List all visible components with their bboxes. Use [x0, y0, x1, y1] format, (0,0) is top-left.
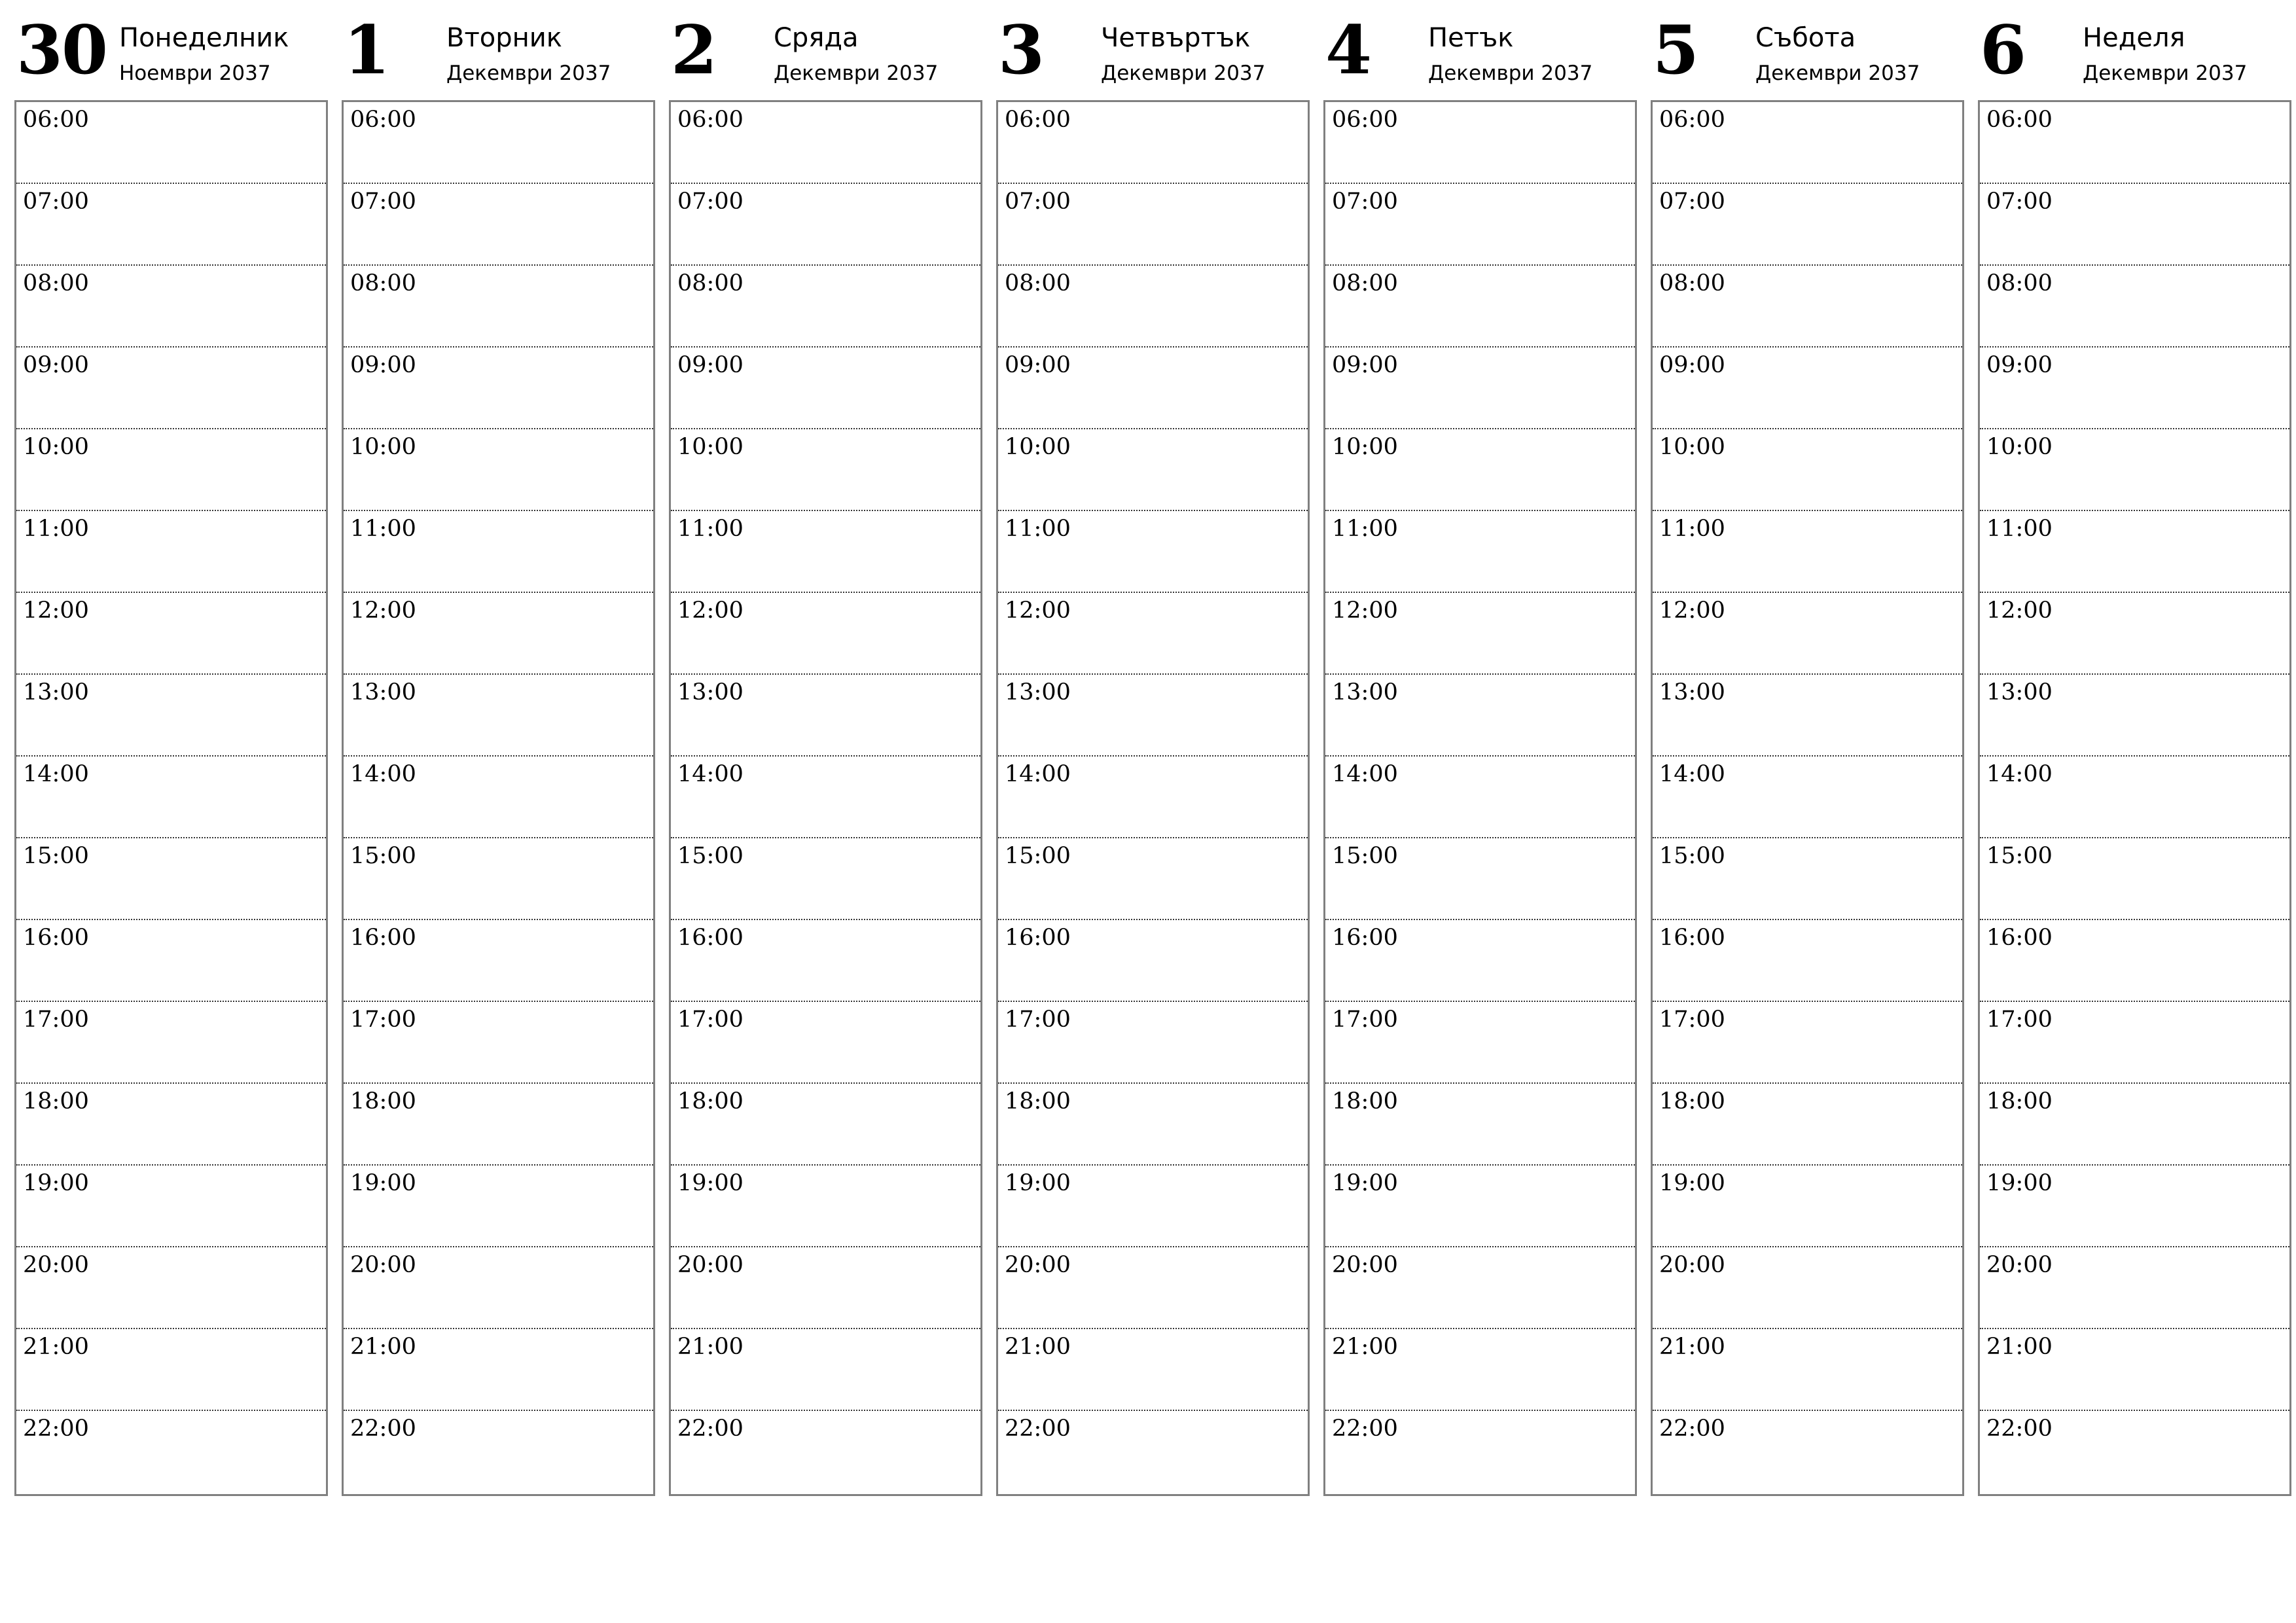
hour-label: 12:00	[1659, 597, 1725, 624]
hour-slot[interactable]	[998, 1329, 1308, 1411]
hour-label: 06:00	[1986, 107, 2053, 133]
hour-slots-box	[342, 100, 655, 1496]
hour-label: 16:00	[677, 925, 744, 951]
day-column	[996, 13, 1310, 1499]
hour-slot[interactable]	[344, 1329, 653, 1411]
weekday-name: Събота	[1755, 23, 1856, 53]
hour-slot[interactable]	[998, 266, 1308, 348]
hour-slot[interactable]	[16, 675, 326, 757]
hour-label: 15:00	[1332, 843, 1398, 869]
hour-slots-box	[14, 100, 328, 1496]
hour-slot[interactable]	[671, 429, 980, 511]
hour-slot[interactable]	[671, 348, 980, 429]
hour-label: 16:00	[350, 925, 416, 951]
hour-slots-box	[1323, 100, 1637, 1496]
hour-label: 07:00	[350, 188, 416, 215]
hour-label: 17:00	[677, 1007, 744, 1033]
hour-slot[interactable]	[1980, 348, 2289, 429]
hour-label: 22:00	[350, 1416, 416, 1442]
hour-slot[interactable]	[1325, 593, 1635, 675]
month-year-label: Декември 2037	[1101, 62, 1266, 85]
hour-slot[interactable]	[16, 348, 326, 429]
hour-label: 07:00	[677, 188, 744, 215]
hour-label: 19:00	[1986, 1170, 2053, 1196]
hour-slot[interactable]	[1325, 266, 1635, 348]
hour-label: 19:00	[350, 1170, 416, 1196]
month-year-label: Декември 2037	[1428, 62, 1593, 85]
hour-label: 15:00	[1005, 843, 1071, 869]
hour-label: 15:00	[350, 843, 416, 869]
hour-slot[interactable]	[998, 1247, 1308, 1329]
day-column	[1323, 13, 1637, 1499]
hour-label: 07:00	[1332, 188, 1398, 215]
day-header	[996, 13, 1310, 100]
hour-label: 11:00	[350, 516, 416, 542]
hour-label: 16:00	[1005, 925, 1071, 951]
hour-label: 08:00	[1005, 270, 1071, 296]
hour-label: 10:00	[1986, 434, 2053, 460]
hour-label: 21:00	[1332, 1334, 1398, 1360]
hour-label: 22:00	[677, 1416, 744, 1442]
hour-slot[interactable]	[16, 1084, 326, 1166]
hour-label: 20:00	[1986, 1252, 2053, 1278]
hour-label: 19:00	[1332, 1170, 1398, 1196]
hour-slot[interactable]	[998, 1084, 1308, 1166]
hour-slot[interactable]	[344, 1084, 653, 1166]
hour-slot[interactable]	[1325, 1247, 1635, 1329]
hour-label: 07:00	[1659, 188, 1725, 215]
hour-slot[interactable]	[16, 920, 326, 1002]
hour-label: 09:00	[1005, 352, 1071, 378]
hour-slot[interactable]	[344, 1247, 653, 1329]
day-number: 2	[671, 11, 716, 90]
hour-label: 14:00	[1986, 761, 2053, 787]
hour-slot[interactable]	[1325, 429, 1635, 511]
day-column	[342, 13, 655, 1499]
day-number: 4	[1325, 11, 1371, 90]
hour-slot[interactable]	[1653, 838, 1962, 920]
hour-slot[interactable]	[16, 757, 326, 838]
hour-slot[interactable]	[671, 920, 980, 1002]
hour-label: 18:00	[23, 1088, 89, 1115]
hour-slot[interactable]	[998, 511, 1308, 593]
hour-label: 14:00	[350, 761, 416, 787]
day-header	[1323, 13, 1637, 100]
hour-slot[interactable]	[1980, 1247, 2289, 1329]
hour-slot[interactable]	[671, 184, 980, 266]
hour-label: 08:00	[677, 270, 744, 296]
weekday-name: Четвъртък	[1101, 23, 1251, 53]
hour-slot[interactable]	[998, 1002, 1308, 1084]
month-year-label: Декември 2037	[446, 62, 611, 85]
hour-label: 09:00	[677, 352, 744, 378]
day-header	[669, 13, 982, 100]
hour-slot[interactable]	[1653, 102, 1962, 184]
hour-slot[interactable]	[1325, 1084, 1635, 1166]
hour-label: 08:00	[350, 270, 416, 296]
hour-label: 06:00	[1005, 107, 1071, 133]
hour-slot[interactable]	[344, 1166, 653, 1247]
hour-label: 17:00	[1659, 1007, 1725, 1033]
month-year-label: Декември 2037	[774, 62, 939, 85]
day-column	[669, 13, 982, 1499]
weekday-name: Петък	[1428, 23, 1514, 53]
day-header	[1978, 13, 2291, 100]
hour-slot[interactable]	[16, 511, 326, 593]
hour-slot[interactable]	[344, 429, 653, 511]
hour-slot[interactable]	[344, 1411, 653, 1494]
hour-slot[interactable]	[1325, 1329, 1635, 1411]
hour-slot[interactable]	[1653, 757, 1962, 838]
hour-label: 06:00	[350, 107, 416, 133]
hour-slot[interactable]	[344, 102, 653, 184]
hour-slot[interactable]	[16, 266, 326, 348]
hour-slot[interactable]	[671, 1084, 980, 1166]
hour-label: 22:00	[1332, 1416, 1398, 1442]
hour-slot[interactable]	[1980, 429, 2289, 511]
hour-label: 10:00	[1332, 434, 1398, 460]
hour-slot[interactable]	[1980, 1329, 2289, 1411]
hour-label: 18:00	[677, 1088, 744, 1115]
hour-label: 09:00	[350, 352, 416, 378]
hour-slot[interactable]	[344, 511, 653, 593]
day-header	[14, 13, 328, 100]
hour-label: 14:00	[23, 761, 89, 787]
hour-label: 21:00	[1659, 1334, 1725, 1360]
hour-label: 18:00	[1332, 1088, 1398, 1115]
weekday-name: Понеделник	[119, 23, 289, 53]
hour-slot[interactable]	[998, 675, 1308, 757]
hour-label: 13:00	[23, 679, 89, 705]
hour-slot[interactable]	[998, 593, 1308, 675]
hour-slot[interactable]	[1980, 511, 2289, 593]
hour-label: 18:00	[1005, 1088, 1071, 1115]
hour-label: 19:00	[1005, 1170, 1071, 1196]
hour-label: 22:00	[1005, 1416, 1071, 1442]
hour-slots-box	[996, 100, 1310, 1496]
hour-label: 17:00	[350, 1007, 416, 1033]
hour-slot[interactable]	[344, 920, 653, 1002]
hour-slot[interactable]	[671, 1166, 980, 1247]
hour-slot[interactable]	[1653, 266, 1962, 348]
hour-slot[interactable]	[344, 1002, 653, 1084]
hour-label: 21:00	[677, 1334, 744, 1360]
hour-slot[interactable]	[1325, 757, 1635, 838]
hour-label: 08:00	[1659, 270, 1725, 296]
hour-slot[interactable]	[16, 1247, 326, 1329]
hour-slot[interactable]	[998, 1166, 1308, 1247]
hour-label: 16:00	[1332, 925, 1398, 951]
hour-slot[interactable]	[1653, 1247, 1962, 1329]
hour-label: 19:00	[677, 1170, 744, 1196]
hour-label: 12:00	[1332, 597, 1398, 624]
hour-slot[interactable]	[1325, 511, 1635, 593]
hour-slot[interactable]	[1980, 1084, 2289, 1166]
hour-slot[interactable]	[1653, 1329, 1962, 1411]
hour-label: 12:00	[677, 597, 744, 624]
hour-label: 15:00	[677, 843, 744, 869]
hour-label: 11:00	[1986, 516, 2053, 542]
hour-slot[interactable]	[1980, 1166, 2289, 1247]
hour-label: 13:00	[1005, 679, 1071, 705]
month-year-label: Ноември 2037	[119, 62, 271, 85]
hour-slot[interactable]	[1325, 1166, 1635, 1247]
hour-slot[interactable]	[1653, 1166, 1962, 1247]
hour-slots-box	[1651, 100, 1964, 1496]
hour-label: 11:00	[1332, 516, 1398, 542]
hour-label: 17:00	[1332, 1007, 1398, 1033]
hour-slot[interactable]	[671, 757, 980, 838]
hour-label: 20:00	[350, 1252, 416, 1278]
hour-slot[interactable]	[998, 757, 1308, 838]
weekday-name: Сряда	[774, 23, 859, 53]
hour-label: 22:00	[23, 1416, 89, 1442]
hour-label: 12:00	[1005, 597, 1071, 624]
hour-slot[interactable]	[16, 1411, 326, 1494]
hour-slot[interactable]	[998, 348, 1308, 429]
day-header	[342, 13, 655, 100]
hour-slot[interactable]	[1980, 920, 2289, 1002]
hour-slot[interactable]	[671, 1247, 980, 1329]
day-number: 1	[344, 11, 389, 90]
hour-label: 17:00	[1986, 1007, 2053, 1033]
hour-slot[interactable]	[998, 184, 1308, 266]
hour-slot[interactable]	[1653, 1411, 1962, 1494]
hour-slot[interactable]	[1325, 1002, 1635, 1084]
hour-label: 11:00	[1005, 516, 1071, 542]
hour-label: 14:00	[1332, 761, 1398, 787]
hour-slot[interactable]	[671, 1002, 980, 1084]
hour-label: 09:00	[1332, 352, 1398, 378]
hour-label: 13:00	[1332, 679, 1398, 705]
hour-label: 06:00	[1659, 107, 1725, 133]
month-year-label: Декември 2037	[2083, 62, 2248, 85]
hour-slot[interactable]	[1653, 593, 1962, 675]
hour-label: 10:00	[1005, 434, 1071, 460]
hour-label: 17:00	[1005, 1007, 1071, 1033]
hour-slot[interactable]	[1653, 511, 1962, 593]
hour-slot[interactable]	[998, 920, 1308, 1002]
day-number: 30	[16, 11, 107, 90]
hour-label: 10:00	[23, 434, 89, 460]
hour-slot[interactable]	[16, 593, 326, 675]
hour-label: 09:00	[1986, 352, 2053, 378]
hour-slot[interactable]	[1653, 920, 1962, 1002]
hour-slot[interactable]	[998, 429, 1308, 511]
weekly-planner	[14, 13, 2283, 1499]
hour-label: 16:00	[23, 925, 89, 951]
hour-slot[interactable]	[1980, 1411, 2289, 1494]
hour-label: 12:00	[23, 597, 89, 624]
hour-slot[interactable]	[344, 593, 653, 675]
hour-slot[interactable]	[1325, 838, 1635, 920]
hour-slot[interactable]	[1653, 429, 1962, 511]
hour-slot[interactable]	[998, 838, 1308, 920]
hour-label: 17:00	[23, 1007, 89, 1033]
hour-label: 08:00	[1986, 270, 2053, 296]
hour-slot[interactable]	[1325, 920, 1635, 1002]
hour-slot[interactable]	[16, 102, 326, 184]
hour-label: 07:00	[23, 188, 89, 215]
hour-label: 21:00	[23, 1334, 89, 1360]
hour-label: 06:00	[677, 107, 744, 133]
hour-label: 13:00	[1986, 679, 2053, 705]
hour-slot[interactable]	[16, 838, 326, 920]
hour-slot[interactable]	[1325, 675, 1635, 757]
hour-slot[interactable]	[1980, 184, 2289, 266]
hour-slot[interactable]	[671, 266, 980, 348]
hour-label: 13:00	[350, 679, 416, 705]
hour-label: 14:00	[1005, 761, 1071, 787]
hour-label: 19:00	[1659, 1170, 1725, 1196]
hour-slot[interactable]	[1653, 675, 1962, 757]
day-column	[14, 13, 328, 1499]
hour-slot[interactable]	[16, 184, 326, 266]
hour-slot[interactable]	[671, 838, 980, 920]
hour-slot[interactable]	[1980, 838, 2289, 920]
weekday-name: Неделя	[2083, 23, 2185, 53]
hour-slot[interactable]	[344, 675, 653, 757]
hour-label: 18:00	[1659, 1088, 1725, 1115]
hour-slot[interactable]	[16, 429, 326, 511]
hour-label: 20:00	[1332, 1252, 1398, 1278]
hour-slot[interactable]	[344, 348, 653, 429]
hour-label: 15:00	[23, 843, 89, 869]
hour-slots-box	[669, 100, 982, 1496]
hour-slot[interactable]	[1980, 757, 2289, 838]
hour-slot[interactable]	[1980, 266, 2289, 348]
hour-label: 19:00	[23, 1170, 89, 1196]
hour-slot[interactable]	[16, 1329, 326, 1411]
day-column	[1978, 13, 2291, 1499]
hour-label: 22:00	[1659, 1416, 1725, 1442]
hour-slot[interactable]	[1653, 1002, 1962, 1084]
hour-slot[interactable]	[344, 838, 653, 920]
hour-label: 06:00	[1332, 107, 1398, 133]
hour-label: 21:00	[350, 1334, 416, 1360]
hour-slot[interactable]	[1653, 348, 1962, 429]
hour-label: 06:00	[23, 107, 89, 133]
hour-slot[interactable]	[1980, 675, 2289, 757]
hour-slot[interactable]	[671, 1411, 980, 1494]
hour-label: 20:00	[1659, 1252, 1725, 1278]
hour-label: 07:00	[1005, 188, 1071, 215]
hour-slot[interactable]	[16, 1166, 326, 1247]
hour-slot[interactable]	[344, 266, 653, 348]
hour-label: 07:00	[1986, 188, 2053, 215]
hour-label: 20:00	[1005, 1252, 1071, 1278]
hour-slot[interactable]	[1325, 348, 1635, 429]
month-year-label: Декември 2037	[1755, 62, 1920, 85]
hour-label: 11:00	[677, 516, 744, 542]
day-number: 6	[1980, 11, 2025, 90]
hour-label: 21:00	[1005, 1334, 1071, 1360]
hour-label: 15:00	[1986, 843, 2053, 869]
hour-label: 15:00	[1659, 843, 1725, 869]
hour-label: 08:00	[1332, 270, 1398, 296]
hour-slot[interactable]	[1325, 184, 1635, 266]
hour-label: 10:00	[677, 434, 744, 460]
hour-slots-box	[1978, 100, 2291, 1496]
hour-slot[interactable]	[1980, 1002, 2289, 1084]
hour-label: 10:00	[350, 434, 416, 460]
hour-label: 14:00	[677, 761, 744, 787]
hour-slot[interactable]	[671, 1329, 980, 1411]
hour-slot[interactable]	[671, 675, 980, 757]
hour-label: 22:00	[1986, 1416, 2053, 1442]
hour-label: 21:00	[1986, 1334, 2053, 1360]
hour-slot[interactable]	[1980, 593, 2289, 675]
hour-label: 11:00	[23, 516, 89, 542]
weekday-name: Вторник	[446, 23, 562, 53]
hour-label: 20:00	[677, 1252, 744, 1278]
hour-label: 18:00	[350, 1088, 416, 1115]
hour-slot[interactable]	[671, 593, 980, 675]
hour-slot[interactable]	[1653, 184, 1962, 266]
day-number: 3	[998, 11, 1043, 90]
hour-label: 09:00	[1659, 352, 1725, 378]
hour-label: 09:00	[23, 352, 89, 378]
hour-slot[interactable]	[344, 757, 653, 838]
hour-label: 16:00	[1986, 925, 2053, 951]
hour-label: 10:00	[1659, 434, 1725, 460]
hour-label: 11:00	[1659, 516, 1725, 542]
hour-slot[interactable]	[671, 511, 980, 593]
day-number: 5	[1653, 11, 1698, 90]
hour-slot[interactable]	[1980, 102, 2289, 184]
day-header	[1651, 13, 1964, 100]
hour-label: 12:00	[1986, 597, 2053, 624]
hour-label: 14:00	[1659, 761, 1725, 787]
hour-label: 20:00	[23, 1252, 89, 1278]
hour-label: 13:00	[1659, 679, 1725, 705]
hour-label: 16:00	[1659, 925, 1725, 951]
hour-slot[interactable]	[344, 184, 653, 266]
hour-slot[interactable]	[1325, 1411, 1635, 1494]
hour-slot[interactable]	[998, 102, 1308, 184]
hour-slot[interactable]	[671, 102, 980, 184]
hour-slot[interactable]	[1325, 102, 1635, 184]
hour-slot[interactable]	[998, 1411, 1308, 1494]
hour-label: 13:00	[677, 679, 744, 705]
hour-label: 08:00	[23, 270, 89, 296]
hour-slot[interactable]	[1653, 1084, 1962, 1166]
hour-label: 12:00	[350, 597, 416, 624]
hour-label: 18:00	[1986, 1088, 2053, 1115]
hour-slot[interactable]	[16, 1002, 326, 1084]
day-column	[1651, 13, 1964, 1499]
